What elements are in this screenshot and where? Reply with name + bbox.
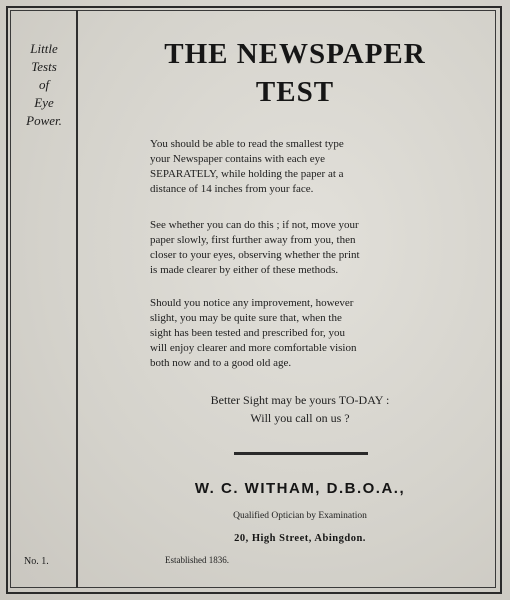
- headline-line-2: TEST: [255, 76, 335, 108]
- sidebar-title-line: Little: [30, 41, 58, 56]
- paragraph-line: paper slowly, first further away from you, then: [150, 234, 356, 246]
- paragraph-line: both now and to a good old age.: [150, 357, 292, 369]
- sidebar-title-line: Tests: [31, 59, 57, 74]
- headline-line-1: THE NEWSPAPER: [164, 38, 426, 70]
- closing-line-1: Better Sight may be yours TO-DAY :: [210, 393, 390, 407]
- closing-call-to-action: [150, 391, 450, 427]
- advertiser-qualification: Qualified Optician by Examination: [233, 511, 367, 521]
- closing-line-2: Will you call on us ?: [250, 411, 350, 425]
- sidebar-divider: [76, 10, 78, 588]
- advertiser-name: W. C. WITHAM, D.B.O.A.,: [194, 480, 406, 497]
- sidebar-title-line: of: [38, 77, 50, 92]
- paragraph-line: slight, you may be quite sure that, when the: [150, 312, 342, 324]
- advertiser-address: 20, High Street, Abingdon.: [234, 533, 366, 544]
- paragraph-line: your Newspaper contains with each eye: [150, 153, 326, 165]
- paragraph-instructions: [150, 137, 440, 197]
- paragraph-line: SEPARATELY, while holding the paper at a: [150, 168, 344, 180]
- sidebar-series-title: [14, 40, 74, 130]
- paragraph-line: distance of 14 inches from your face.: [150, 183, 314, 195]
- established-date: Established 1836.: [165, 555, 229, 565]
- decorative-rule: [234, 452, 368, 455]
- sidebar-title-line: Eye: [34, 95, 54, 110]
- paragraph-line: will enjoy clearer and more comfortable vision: [150, 342, 357, 354]
- paragraph-line: Should you notice any improvement, however: [150, 297, 354, 309]
- paragraph-line: is made clearer by either of these methods.: [150, 264, 339, 276]
- sidebar-issue-number: No. 1.: [24, 556, 49, 567]
- sidebar-title-line: Power.: [26, 113, 62, 128]
- paragraph-line: sight has been tested and prescribed for, you: [150, 327, 346, 339]
- paragraph-line: See whether you can do this ; if not, move your: [150, 219, 359, 231]
- paragraph-line: closer to your eyes, observing whether the print: [150, 249, 360, 261]
- paragraph-line: You should be able to read the smallest type: [150, 138, 344, 150]
- paragraph-method: [150, 218, 440, 278]
- paragraph-improvement: [150, 296, 440, 371]
